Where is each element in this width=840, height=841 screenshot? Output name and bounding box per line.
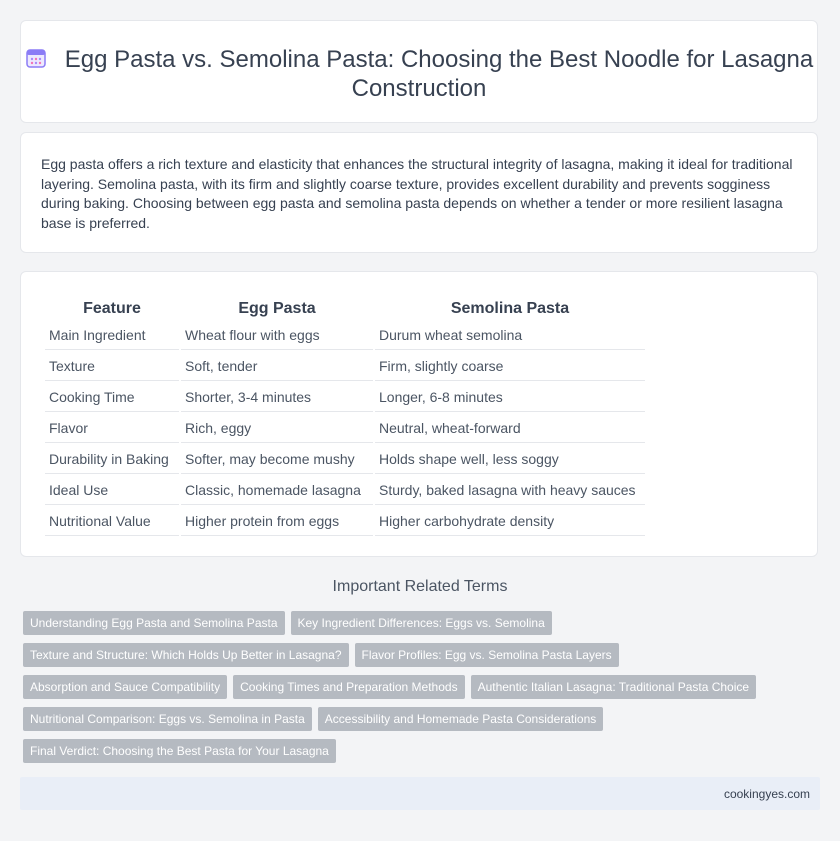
table-cell: Sturdy, baked lasagna with heavy sauces bbox=[375, 476, 645, 505]
table-cell: Longer, 6-8 minutes bbox=[375, 383, 645, 412]
table-cell: Firm, slightly coarse bbox=[375, 352, 645, 381]
intro-card bbox=[20, 132, 818, 253]
table-cell: Neutral, wheat-forward bbox=[375, 414, 645, 443]
related-terms-heading: Important Related Terms bbox=[332, 578, 508, 595]
table-cell: Softer, may become mushy bbox=[181, 445, 373, 474]
table-header-row bbox=[45, 297, 645, 319]
table-cell: Soft, tender bbox=[181, 352, 373, 381]
related-term-tag[interactable]: Nutritional Comparison: Eggs vs. Semolina in Pasta bbox=[23, 707, 312, 731]
table-row bbox=[45, 383, 645, 412]
related-term-tag[interactable]: Texture and Structure: Which Holds Up Better in Lasagna? bbox=[23, 643, 349, 667]
related-term-tag[interactable]: Authentic Italian Lasagna: Traditional Pasta Choice bbox=[471, 675, 757, 699]
intro-paragraph: Egg pasta offers a rich texture and elasticity that enhances the structural integrity of lasagna, making it ideal for traditional layering. Semolina pasta, with its firm and slightly coarse texture, provides excellent durability and prevents sogginess during baking. Choosing between egg pasta and semolina pasta depends on whether a tender or more resilient lasagna base is preferred. bbox=[41, 156, 793, 231]
page-title: Egg Pasta vs. Semolina Pasta: Choosing the Best Noodle for Lasagna Construction bbox=[64, 46, 814, 102]
table-cell: Classic, homemade lasagna bbox=[181, 476, 373, 505]
table-cell: Flavor bbox=[45, 414, 179, 443]
page-title-block bbox=[21, 45, 817, 103]
table-cell: Durum wheat semolina bbox=[375, 321, 645, 350]
comparison-card bbox=[20, 271, 818, 557]
footer-site-link[interactable]: cookingyes.com bbox=[723, 787, 810, 801]
table-row bbox=[45, 352, 645, 381]
title-card bbox=[20, 20, 818, 123]
related-term-tag[interactable]: Absorption and Sauce Compatibility bbox=[23, 675, 227, 699]
related-term-tag[interactable]: Accessibility and Homemade Pasta Considerations bbox=[318, 707, 603, 731]
comparison-table bbox=[43, 295, 647, 538]
table-cell: Wheat flour with eggs bbox=[181, 321, 373, 350]
table-row bbox=[45, 321, 645, 350]
header-feature: Feature bbox=[83, 300, 141, 317]
related-terms-list bbox=[23, 611, 813, 771]
table-row bbox=[45, 445, 645, 474]
header-semolina-pasta: Semolina Pasta bbox=[450, 300, 570, 317]
table-row bbox=[45, 476, 645, 505]
table-cell: Texture bbox=[45, 352, 179, 381]
related-term-tag[interactable]: Final Verdict: Choosing the Best Pasta for Your Lasagna bbox=[23, 739, 336, 763]
table-cell: Holds shape well, less soggy bbox=[375, 445, 645, 474]
table-cell: Main Ingredient bbox=[45, 321, 179, 350]
table-cell: Higher protein from eggs bbox=[181, 507, 373, 536]
related-term-tag[interactable]: Key Ingredient Differences: Eggs vs. Semolina bbox=[291, 611, 552, 635]
table-row bbox=[45, 414, 645, 443]
table-cell: Ideal Use bbox=[45, 476, 179, 505]
footer-bar bbox=[20, 777, 820, 810]
related-term-tag[interactable]: Understanding Egg Pasta and Semolina Pasta bbox=[23, 611, 285, 635]
calendar-icon bbox=[25, 47, 47, 69]
related-term-tag[interactable]: Flavor Profiles: Egg vs. Semolina Pasta Layers bbox=[355, 643, 619, 667]
table-cell: Shorter, 3-4 minutes bbox=[181, 383, 373, 412]
related-term-tag[interactable]: Cooking Times and Preparation Methods bbox=[233, 675, 464, 699]
table-cell: Durability in Baking bbox=[45, 445, 179, 474]
table-cell: Nutritional Value bbox=[45, 507, 179, 536]
table-cell: Higher carbohydrate density bbox=[375, 507, 645, 536]
header-egg-pasta: Egg Pasta bbox=[238, 300, 316, 317]
table-cell: Rich, eggy bbox=[181, 414, 373, 443]
table-row bbox=[45, 507, 645, 536]
table-cell: Cooking Time bbox=[45, 383, 179, 412]
